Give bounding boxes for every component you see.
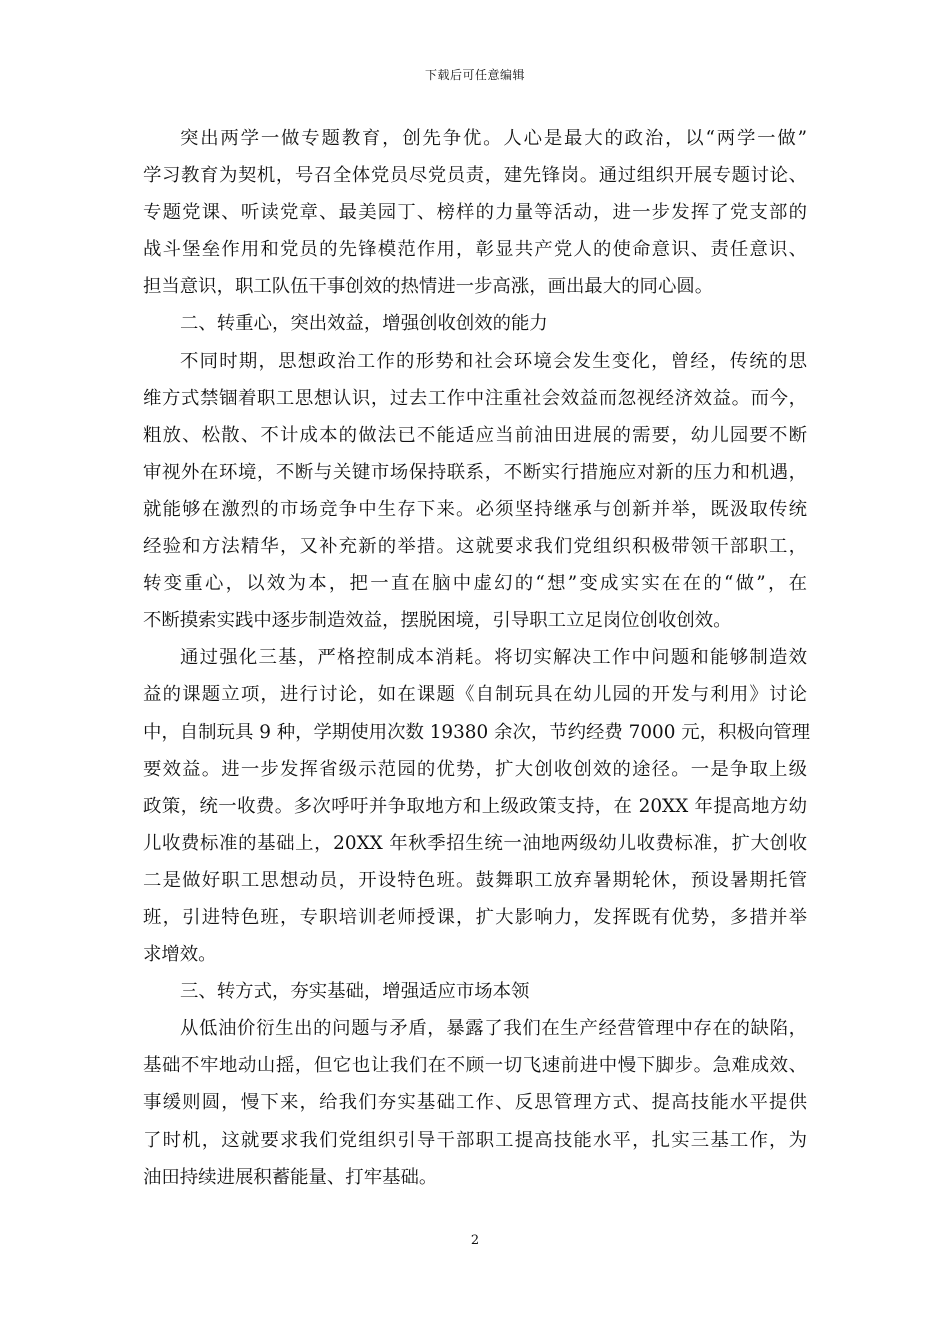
paragraph-low-oil-price: [143, 1010, 807, 1195]
paragraph-changing-times: [143, 343, 807, 640]
text-line: 事缓则圆，慢下来，给我们夯实基础工作、反思管理方式、提高技能水平提供: [143, 1092, 807, 1114]
text-line: 担当意识，职工队伍干事创效的热情进一步高涨，画出最大的同心圆。: [143, 276, 714, 298]
text-line: 益的课题立项，进行讨论，如在课题《自制玩具在幼儿园的开发与利用》讨论: [143, 684, 807, 706]
text-line: 经验和方法精华，又补充新的举措。这就要求我们党组织积极带领干部职工，: [143, 536, 807, 558]
section-heading-3: [143, 973, 807, 1010]
text-line: 求增效。: [143, 944, 217, 966]
text-line: 不同时期，思想政治工作的形势和社会环境会发生变化，曾经，传统的思: [180, 350, 807, 372]
text-line: 维方式禁锢着职工思想认识，过去工作中注重社会效益而忽视经济效益。而今，: [143, 387, 807, 409]
text-line: 突出两学一做专题教育，创先争优。人心是最大的政治，以“两学一做”: [180, 128, 807, 149]
text-line: 儿收费标准的基础上，20XX 年秋季招生统一油地两级幼儿收费标准，扩大创收: [143, 832, 807, 854]
text-line: 战斗堡垒作用和党员的先锋模范作用，彰显共产党人的使命意识、责任意识、: [143, 239, 807, 261]
page-header: 下载后可任意编辑: [424, 68, 525, 82]
text-line: 基础不牢地动山摇，但它也让我们在不顾一切飞速前进中慢下脚步。急难成效、: [143, 1055, 807, 1077]
text-line: 通过强化三基，严格控制成本消耗。将切实解决工作中问题和能够制造效: [180, 647, 807, 669]
text-line: 政策，统一收费。多次呼吁并争取地方和上级政策支持，在 20XX 年提高地方幼: [143, 795, 807, 817]
text-line: 了时机，这就要求我们党组织引导干部职工提高技能水平，扎实三基工作，为: [143, 1129, 807, 1151]
text-line: 专题党课、听读党章、最美园丁、榜样的力量等活动，进一步发挥了党支部的: [143, 202, 807, 224]
heading-line: 三、转方式，夯实基础，增强适应市场本领: [180, 981, 530, 1003]
document-body: [143, 120, 811, 1196]
text-line: 要效益。进一步发挥省级示范园的优势，扩大创收创效的途径。一是争取上级: [143, 758, 807, 780]
text-line: 不断摸索实践中逐步制造效益，摆脱困境，引导职工立足岗位创收创效。: [143, 610, 732, 632]
section-heading-2: [143, 305, 807, 342]
text-line: 班，引进特色班，专职培训老师授课，扩大影响力，发挥既有优势，多措并举: [143, 906, 807, 928]
text-line: 学习教育为契机，号召全体党员尽党员责，建先锋岗。通过组织开展专题讨论、: [143, 165, 807, 187]
text-line: 中，自制玩具 9 种，学期使用次数 19380 余次，节约经费 7000 元，积极向管理: [143, 721, 811, 743]
text-line: 从低油价衍生出的问题与矛盾，暴露了我们在生产经营管理中存在的缺陷，: [180, 1018, 807, 1040]
paragraph-three-basics: [143, 639, 811, 973]
text-line: 转变重心，以效为本，把一直在脑中虚幻的“想”变成实实在在的“做”，在: [143, 573, 807, 595]
text-line: 粗放、松散、不计成本的做法已不能适应当前油田进展的需要，幼儿园要不断: [143, 424, 807, 446]
text-line: 油田持续进展积蓄能量、打牢基础。: [143, 1166, 438, 1188]
text-line: 审视外在环境，不断与关键市场保持联系，不断实行措施应对新的压力和机遇，: [143, 461, 807, 483]
paragraph-two-studies: [143, 120, 807, 305]
page-number: 2: [470, 1233, 480, 1248]
text-line: 就能够在激烈的市场竞争中生存下来。必须坚持继承与创新并举，既汲取传统: [143, 498, 807, 520]
heading-line: 二、转重心，突出效益，增强创收创效的能力: [180, 313, 548, 335]
text-line: 二是做好职工思想动员，开设特色班。鼓舞职工放弃暑期轮休，预设暑期托管: [143, 869, 807, 891]
